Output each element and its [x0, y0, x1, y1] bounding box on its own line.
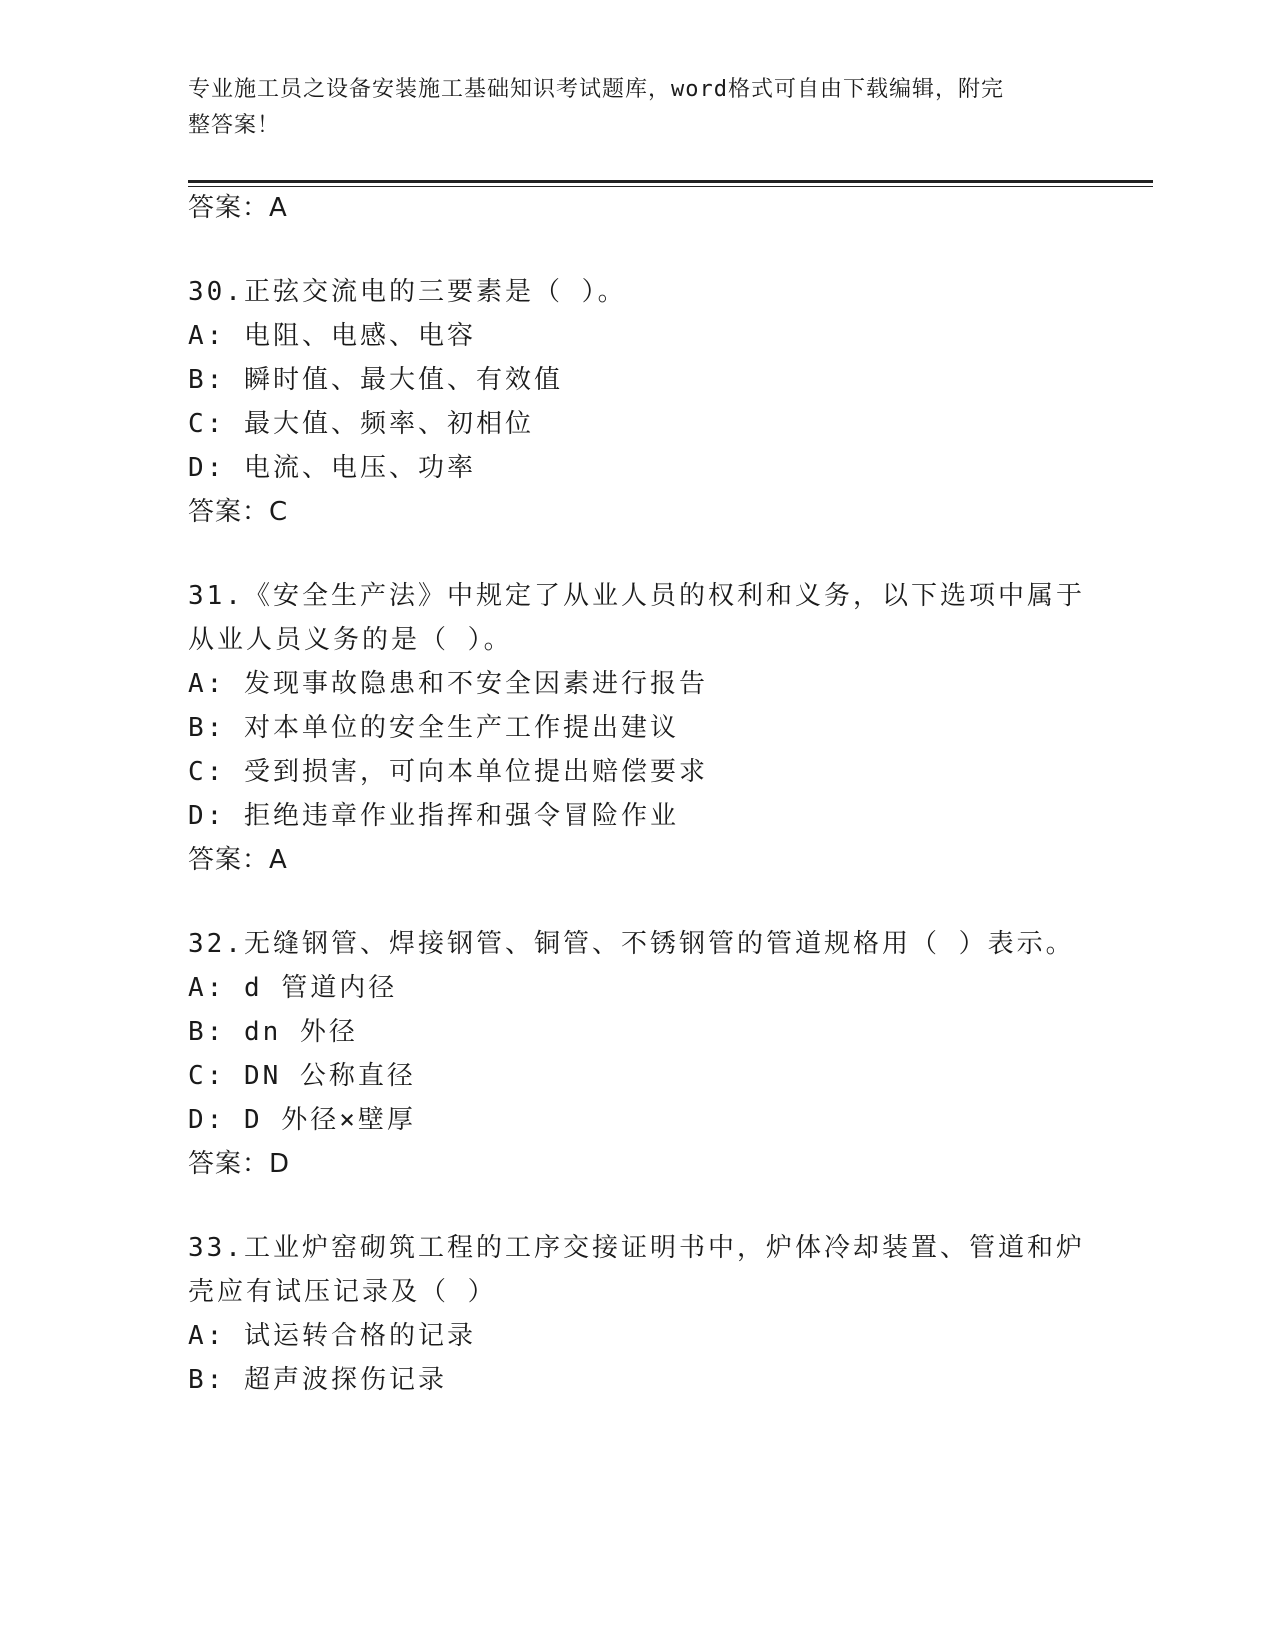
- header-line-2: 整答案！: [188, 113, 281, 138]
- question-31-option-d: D: 拒绝违章作业指挥和强令冒险作业: [188, 801, 679, 831]
- question-32-option-d: D: D 外径×壁厚: [188, 1105, 416, 1135]
- question-33-stem-line-1: 33.工业炉窑砌筑工程的工序交接证明书中，炉体冷却装置、管道和炉: [188, 1233, 1085, 1263]
- question-32-option-a: A: d 管道内径: [188, 973, 398, 1003]
- question-33-stem-line-2: 壳应有试压记录及（ ）: [188, 1277, 497, 1307]
- question-31-stem-line-1: 31.《安全生产法》中规定了从业人员的权利和义务，以下选项中属于: [188, 581, 1085, 611]
- header-rule-thin: [188, 186, 1153, 187]
- question-31-stem-line-2: 从业人员义务的是（ ）。: [188, 625, 513, 655]
- question-32-option-c: C: DN 公称直径: [188, 1061, 416, 1091]
- question-30-stem: 30.正弦交流电的三要素是（ ）。: [188, 277, 627, 307]
- question-30-option-d: D: 电流、电压、功率: [188, 453, 476, 483]
- question-30-option-b: B: 瞬时值、最大值、有效值: [188, 365, 563, 395]
- header-line-1: 专业施工员之设备安装施工基础知识考试题库，word格式可自由下载编辑，附完: [188, 77, 1004, 102]
- question-30-option-c: C: 最大值、频率、初相位: [188, 409, 534, 439]
- question-31-option-c: C: 受到损害，可向本单位提出赔偿要求: [188, 757, 708, 787]
- question-33-option-a: A: 试运转合格的记录: [188, 1321, 476, 1351]
- question-31-answer: 答案：A: [188, 845, 288, 875]
- question-32-stem: 32.无缝钢管、焊接钢管、铜管、不锈钢管的管道规格用（ ）表示。: [188, 929, 1075, 959]
- header-rule-thick: [188, 180, 1153, 183]
- question-30-answer: 答案：C: [188, 497, 289, 527]
- question-32-option-b: B: dn 外径: [188, 1017, 358, 1047]
- question-33-option-b: B: 超声波探伤记录: [188, 1365, 447, 1395]
- previous-answer: 答案：A: [188, 193, 288, 223]
- document-header: [188, 72, 1068, 144]
- question-30-option-a: A: 电阻、电感、电容: [188, 321, 476, 351]
- question-32-answer: 答案：D: [188, 1149, 291, 1179]
- question-31-option-a: A: 发现事故隐患和不安全因素进行报告: [188, 669, 708, 699]
- question-31-option-b: B: 对本单位的安全生产工作提出建议: [188, 713, 679, 743]
